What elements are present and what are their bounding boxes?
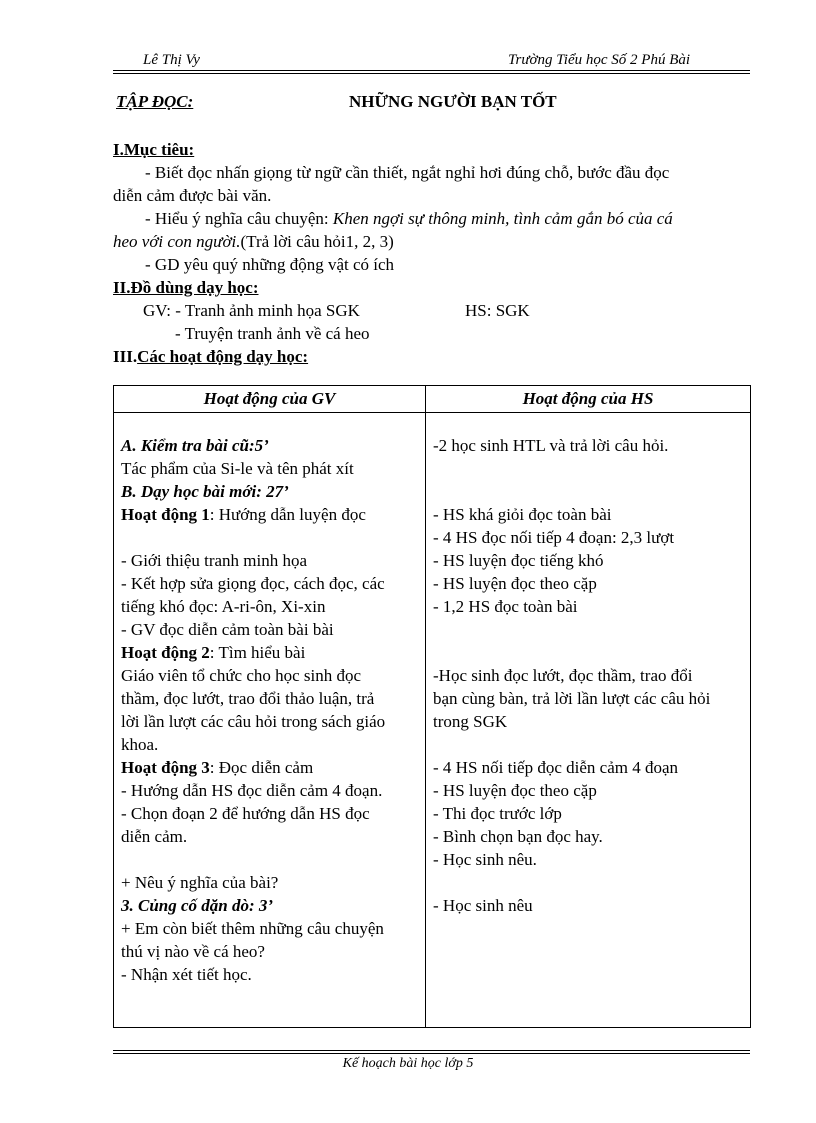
hs-line: - HS luyện đọc theo cặp [433,574,597,593]
col-header-hs: Hoạt động của HS [426,386,751,413]
hs-line: - HS luyện đọc theo cặp [433,781,597,800]
objective-text: (Trả lời câu hỏi1, 2, 3) [240,232,394,251]
hs-line: - HS khá giỏi đọc toàn bài [433,505,612,524]
lesson-title: NHỮNG NGƯỜI BẠN TỐT [349,92,557,111]
activities-number: III. [113,347,138,366]
objective-italic: heo với con người. [113,232,241,251]
objective-line [145,207,673,230]
gv-line [121,643,305,663]
hs-line: bạn cùng bàn, trả lời lần lượt các câu hỏi [433,689,711,708]
hs-line: - HS luyện đọc tiếng khó [433,551,604,570]
gv-line: - Hướng dẫn HS đọc diễn cảm 4 đoạn. [121,781,383,800]
hs-line: - Học sinh nêu [433,896,533,915]
activity-2-text: : Tìm hiểu bài [209,643,306,662]
lesson-subject: TẬP ĐỌC: [116,92,194,111]
hs-line: trong SGK [433,712,508,731]
col-header-gv: Hoạt động của GV [114,386,426,413]
materials-hs: HS: SGK [465,301,530,320]
header-rule-thin [113,73,750,74]
activities-title: Các hoạt động dạy học: [137,347,309,366]
objective-italic: Khen ngợi sự thông minh, tình cảm gắn bó của cá [332,209,673,228]
gv-line: + Nêu ý nghĩa của bài? [121,873,279,892]
section-b-label: B. Dạy học bài mới: 27’ [121,482,289,501]
objective-line: - Biết đọc nhấn giọng từ ngữ cần thiết, ngắt nghỉ hơi đúng chỗ, bước đầu đọc [145,163,670,182]
activity-2-label: Hoạt động 2 [121,643,210,662]
gv-line: thầm, đọc lướt, trao đổi thảo luận, trả [121,689,375,708]
objective-line: - GD yêu quý những động vật có ích [145,255,395,274]
gv-line: thú vị nào về cá heo? [121,942,265,961]
gv-line: - Chọn đoạn 2 để hướng dẫn HS đọc [121,804,370,823]
gv-line: - Nhận xét tiết học. [121,965,252,984]
activity-3-label: Hoạt động 3 [121,758,210,777]
footer-rule [113,1053,750,1054]
gv-line: + Em còn biết thêm những câu chuyện [121,919,384,938]
gv-line: khoa. [121,735,159,754]
gv-line: lời lần lượt các câu hỏi trong sách giáo [121,712,386,731]
gv-line: Tác phẩm của Si-le và tên phát xít [121,459,354,478]
materials-heading: II.Đồ dùng dạy học: [113,278,259,297]
section-c-label: 3. Củng cố dặn dò: 3’ [121,896,274,915]
objectives-heading: I.Mục tiêu: [113,140,195,159]
objective-text: - Hiểu ý nghĩa câu chuyện: [145,209,333,228]
objective-line: diễn cảm được bài văn. [113,186,272,205]
footer-text: Kế hoạch bài học lớp 5 [342,1056,474,1071]
gv-line [121,758,313,778]
gv-line: tiếng khó đọc: A-ri-ôn, Xi-xin [121,597,326,616]
gv-column [114,413,426,1028]
hs-line: -2 học sinh HTL và trả lời câu hỏi. [433,436,669,455]
header-school: Trường Tiểu học Số 2 Phú Bài [508,52,691,68]
section-a-label: A. Kiểm tra bài cũ:5’ [121,436,269,455]
hs-line: - Bình chọn bạn đọc hay. [433,827,603,846]
activity-1-label: Hoạt động 1 [121,505,210,524]
activity-3-text: : Đọc diễn cảm [209,758,314,777]
header-teacher: Lê Thị Vy [143,52,200,68]
gv-line: Giáo viên tổ chức cho học sinh đọc [121,666,362,685]
gv-line: - GV đọc diễn cảm toàn bài bài [121,620,334,639]
gv-line: - Kết hợp sửa giọng đọc, cách đọc, các [121,574,385,593]
hs-column [426,413,751,1028]
hs-line: -Học sinh đọc lướt, đọc thầm, trao đổi [433,666,693,685]
objective-line [113,230,394,253]
gv-line: diễn cảm. [121,827,188,846]
activity-1-text: : Hướng dẫn luyện đọc [209,505,366,524]
activities-heading [113,345,308,368]
header-rule [113,70,750,71]
gv-line: - Giới thiệu tranh minh họa [121,551,308,570]
footer-rule-thin [113,1050,750,1051]
hs-line: - 1,2 HS đọc toàn bài [433,597,578,616]
hs-line: - 4 HS nối tiếp đọc diễn cảm 4 đoạn [433,758,679,777]
hs-line: - Học sinh nêu. [433,850,537,869]
hs-line: - Thi đọc trước lớp [433,804,562,823]
materials-gv: GV: - Tranh ảnh minh họa SGK [143,301,360,320]
gv-line [121,505,366,525]
hs-line: - 4 HS đọc nối tiếp 4 đoạn: 2,3 lượt [433,528,675,547]
materials-gv2: - Truyện tranh ảnh về cá heo [175,324,370,343]
activities-table [113,385,751,1028]
